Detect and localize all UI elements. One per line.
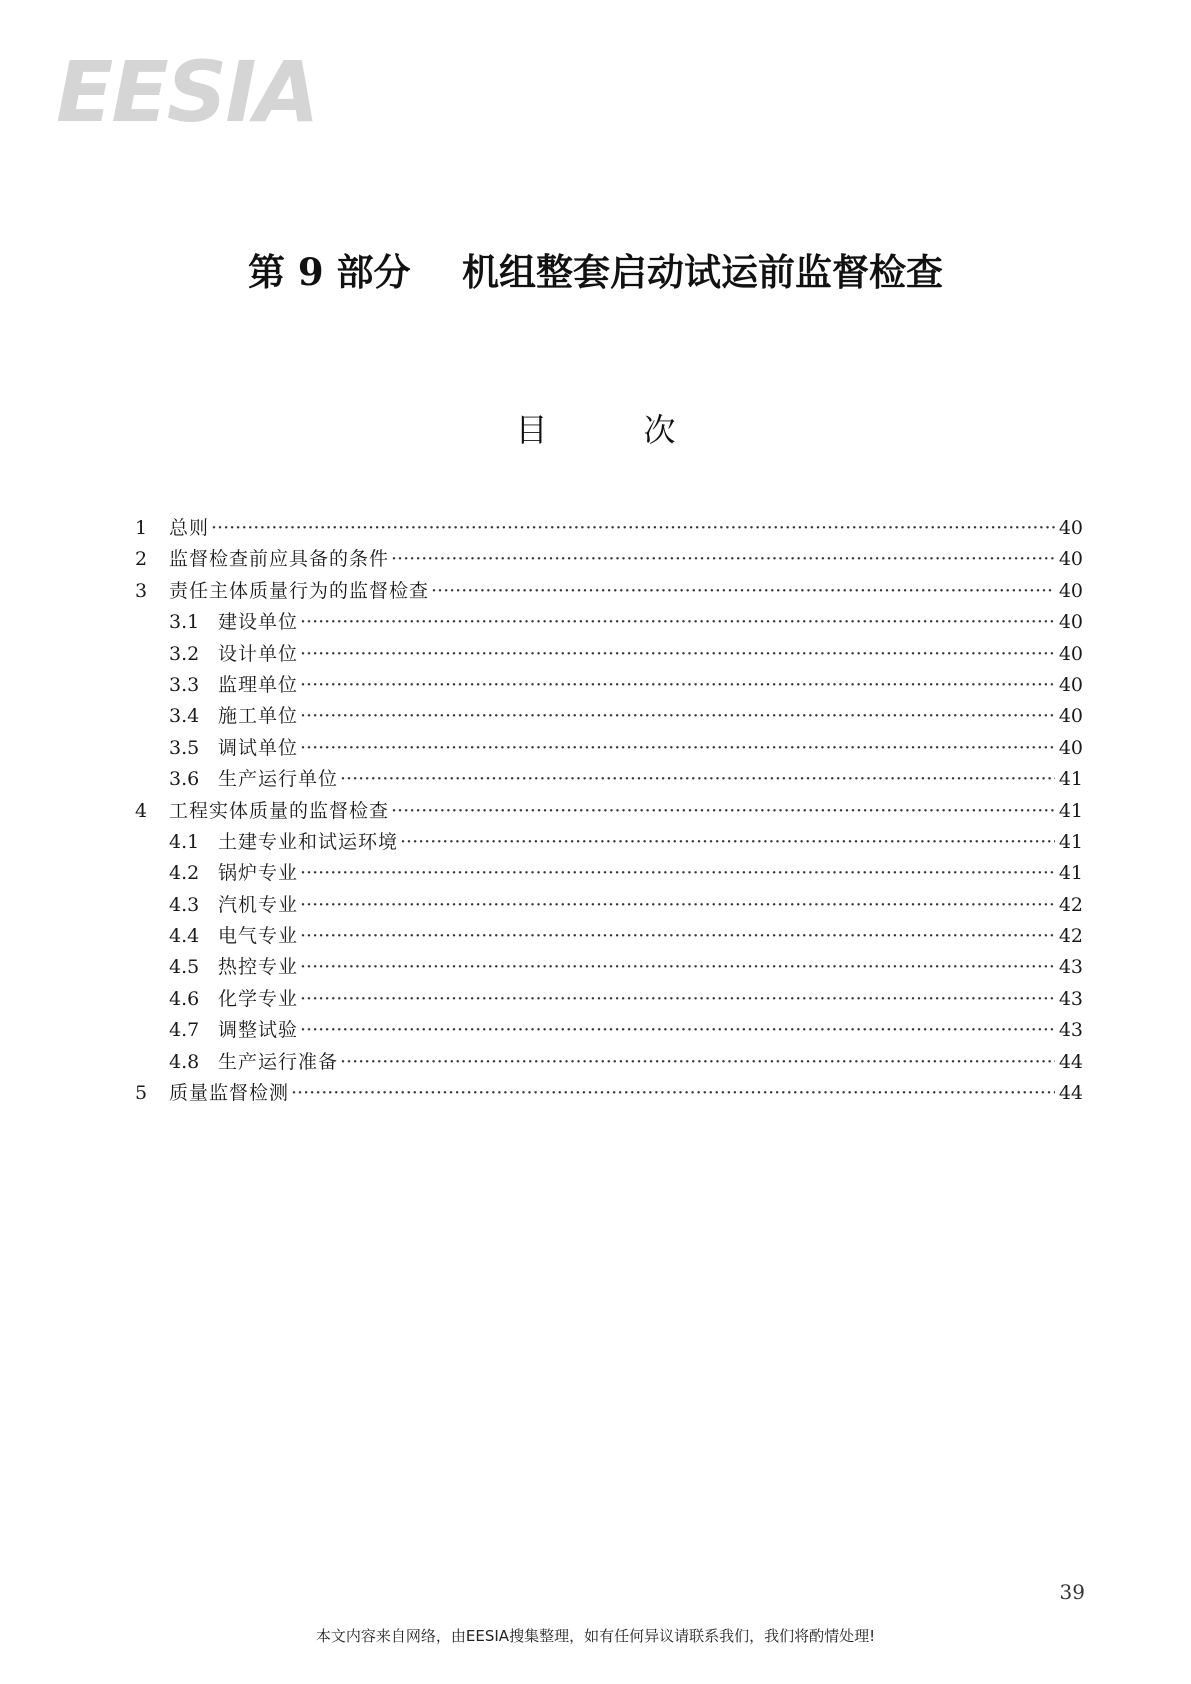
- toc-entry[interactable]: [135, 607, 1083, 638]
- toc-entry[interactable]: [135, 764, 1083, 795]
- toc-dot-leader: [300, 701, 1055, 732]
- toc-entry-page: 41: [1058, 830, 1083, 853]
- toc-entry-page: 40: [1058, 611, 1083, 634]
- toc-entry[interactable]: [135, 701, 1083, 732]
- toc-entry-page: 40: [1058, 736, 1083, 759]
- toc-entry-number: 2: [135, 548, 148, 571]
- toc-dot-leader: [211, 513, 1055, 544]
- toc-entry-label: 汽机专业: [218, 893, 299, 916]
- page-number: 39: [1059, 1580, 1085, 1604]
- toc-entry-page: 41: [1058, 768, 1083, 791]
- toc-dot-leader: [300, 890, 1055, 921]
- footer-disclaimer: 本文内容来自网络，由EESIA搜集整理，如有任何异议请联系我们，我们将酌情处理!: [315, 1627, 876, 1645]
- toc-entry-number: 4.8: [169, 1050, 200, 1073]
- toc-entry-label: 热控专业: [218, 956, 299, 979]
- toc-entry-label: 锅炉专业: [218, 862, 299, 885]
- toc-dot-leader: [300, 639, 1055, 670]
- toc-dot-leader: [340, 764, 1055, 795]
- toc-entry-label: 土建专业和试运环境: [218, 830, 399, 853]
- toc-entry-number: 1: [135, 517, 148, 539]
- toc-dot-leader: [300, 670, 1055, 701]
- toc-entry-number: 3.5: [169, 736, 200, 759]
- toc-entry-page: 40: [1058, 673, 1083, 696]
- toc-entry-label: 总则: [169, 517, 210, 539]
- toc-entry-label: 施工单位: [218, 705, 299, 728]
- toc-entry-label: 责任主体质量行为的监督检查: [169, 579, 430, 602]
- toc-entry-number: 4.7: [169, 1019, 200, 1042]
- toc-entry-page: 40: [1058, 517, 1083, 539]
- toc-entry-number: 3.2: [169, 642, 200, 665]
- toc-entry-page: 43: [1058, 956, 1083, 979]
- toc-entry-label: 监理单位: [218, 673, 299, 696]
- toc-dot-leader: [300, 984, 1055, 1015]
- toc-entry-number: 4.4: [169, 925, 200, 948]
- toc-entry-label: 调整试验: [218, 1019, 299, 1042]
- table-of-contents: [135, 513, 1083, 1109]
- toc-entry[interactable]: [135, 827, 1083, 858]
- toc-heading-char-2: 次: [643, 411, 676, 449]
- toc-entry-number: 3.6: [169, 768, 200, 791]
- toc-dot-leader: [300, 607, 1055, 638]
- toc-entry-page: 44: [1058, 1082, 1083, 1105]
- toc-entry-number: 4.1: [169, 830, 200, 853]
- toc-dot-leader: [300, 858, 1055, 889]
- toc-dot-leader: [391, 796, 1055, 827]
- toc-entry-label: 质量监督检测: [169, 1082, 290, 1105]
- toc-entry[interactable]: [135, 858, 1083, 889]
- toc-entry-label: 工程实体质量的监督检查: [169, 799, 390, 822]
- toc-entry-page: 40: [1058, 642, 1083, 665]
- toc-entry-label: 调试单位: [218, 736, 299, 759]
- toc-dot-leader: [300, 733, 1055, 764]
- toc-entry[interactable]: [135, 796, 1083, 827]
- toc-entry-label: 设计单位: [218, 642, 299, 665]
- toc-entry[interactable]: [135, 576, 1083, 607]
- toc-entry-label: 生产运行准备: [218, 1050, 339, 1073]
- toc-entry-page: 43: [1058, 987, 1083, 1010]
- toc-entry-page: 42: [1058, 893, 1083, 916]
- toc-entry[interactable]: [135, 921, 1083, 952]
- toc-entry[interactable]: [135, 1047, 1083, 1078]
- toc-dot-leader: [300, 921, 1055, 952]
- toc-heading: [0, 411, 1191, 449]
- toc-entry-number: 3.4: [169, 705, 200, 728]
- toc-entry-page: 41: [1058, 799, 1083, 822]
- toc-dot-leader: [291, 1078, 1055, 1109]
- toc-entry-label: 化学专业: [218, 987, 299, 1010]
- toc-entry-page: 40: [1058, 705, 1083, 728]
- toc-entry-page: 40: [1058, 548, 1083, 571]
- toc-entry[interactable]: [135, 1015, 1083, 1046]
- toc-entry[interactable]: [135, 544, 1083, 575]
- toc-entry-number: 4.2: [169, 862, 200, 885]
- toc-entry-number: 3: [135, 579, 148, 602]
- toc-entry[interactable]: [135, 984, 1083, 1015]
- toc-entry-label: 电气专业: [218, 925, 299, 948]
- toc-dot-leader: [300, 952, 1055, 983]
- toc-dot-leader: [300, 1015, 1055, 1046]
- toc-entry-number: 5: [135, 1082, 148, 1105]
- toc-entry[interactable]: [135, 952, 1083, 983]
- toc-entry-number: 4.6: [169, 987, 200, 1010]
- toc-entry-number: 3.3: [169, 673, 200, 696]
- toc-entry[interactable]: [135, 890, 1083, 921]
- toc-entry-label: 生产运行单位: [218, 768, 339, 791]
- toc-entry-label: 监督检查前应具备的条件: [169, 548, 390, 571]
- toc-entry[interactable]: [135, 1078, 1083, 1109]
- toc-entry-page: 42: [1058, 925, 1083, 948]
- part-title: 第 9 部分 机组整套启动试运前监督检查: [247, 250, 944, 294]
- toc-entry[interactable]: [135, 670, 1083, 701]
- toc-dot-leader: [391, 544, 1055, 575]
- toc-entry-page: 40: [1058, 579, 1083, 602]
- toc-entry-label: 建设单位: [218, 611, 299, 634]
- toc-entry-page: 41: [1058, 862, 1083, 885]
- toc-entry-number: 3.1: [169, 611, 200, 634]
- toc-entry-number: 4.5: [169, 956, 200, 979]
- toc-entry[interactable]: [135, 639, 1083, 670]
- toc-entry-page: 43: [1058, 1019, 1083, 1042]
- toc-dot-leader: [340, 1047, 1055, 1078]
- toc-entry[interactable]: [135, 733, 1083, 764]
- toc-entry-page: 44: [1058, 1050, 1083, 1073]
- eesia-logo: EESIA: [56, 43, 318, 141]
- toc-dot-leader: [400, 827, 1055, 858]
- toc-entry-number: 4: [135, 799, 148, 822]
- toc-dot-leader: [431, 576, 1055, 607]
- toc-entry[interactable]: [135, 513, 1083, 544]
- toc-heading-char-1: 目: [515, 411, 548, 449]
- toc-entry-number: 4.3: [169, 893, 200, 916]
